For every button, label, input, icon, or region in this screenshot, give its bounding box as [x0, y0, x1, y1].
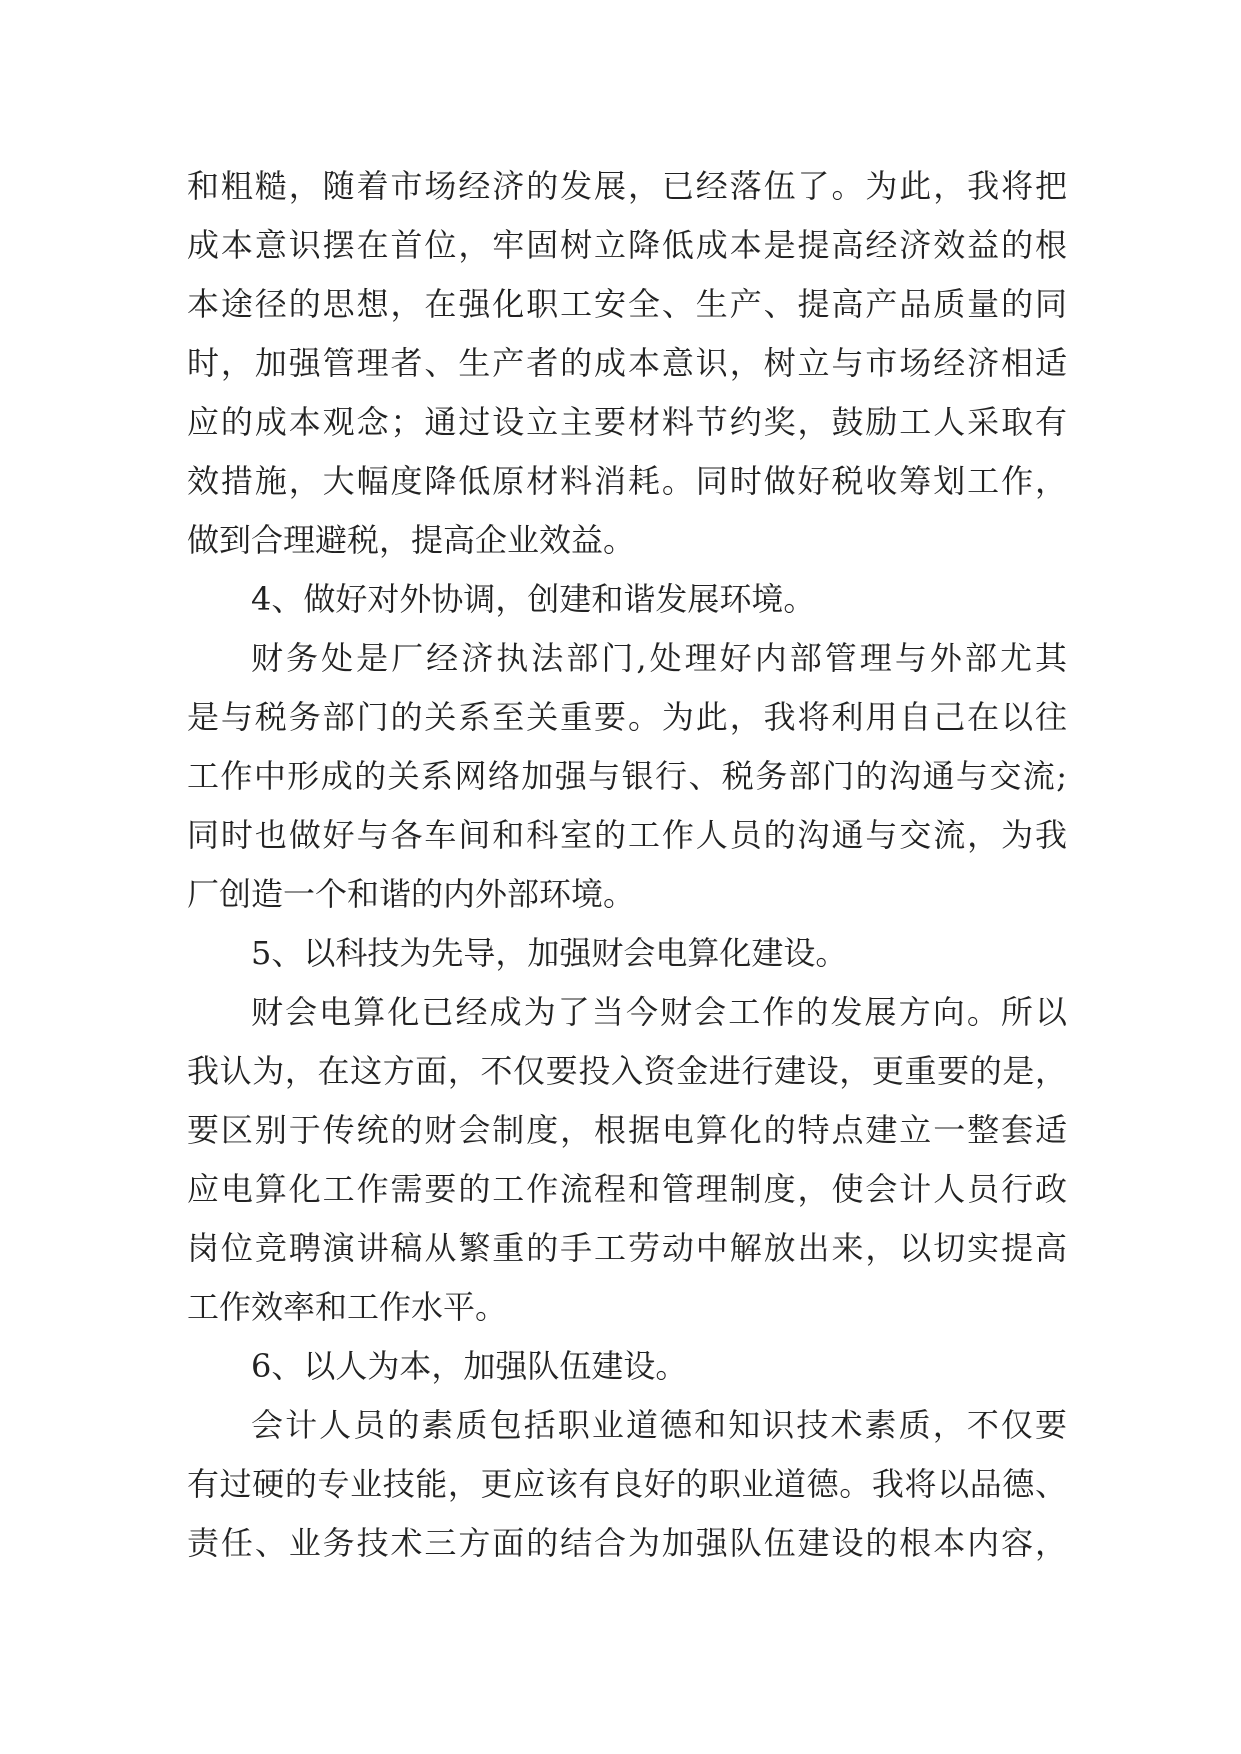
text-line: 应的成本观念；通过设立主要材料节约奖，鼓励工人采取有: [187, 403, 1067, 441]
text-line: 时，加强管理者、生产者的成本意识，树立与市场经济相适: [187, 344, 1067, 382]
text-line: 工作中形成的关系网络加强与银行、税务部门的沟通与交流;: [187, 757, 1067, 795]
text-line: 财务处是厂经济执法部门,处理好内部管理与外部尤其: [251, 639, 1067, 677]
text-line: 责任、业务技术三方面的结合为加强队伍建设的根本内容，: [187, 1524, 1067, 1562]
text-line: 应电算化工作需要的工作流程和管理制度，使会计人员行政: [187, 1170, 1067, 1208]
text-line: 我认为，在这方面，不仅要投入资金进行建设，更重要的是，: [187, 1052, 1067, 1090]
section-heading: 4、做好对外协调，创建和谐发展环境。: [251, 580, 816, 618]
text-line: 岗位竞聘演讲稿从繁重的手工劳动中解放出来，以切实提高: [187, 1229, 1067, 1267]
text-line: 工作效率和工作水平。: [187, 1288, 508, 1326]
text-line: 厂创造一个和谐的内外部环境。: [187, 875, 636, 913]
text-line: 做到合理避税，提高企业效益。: [187, 521, 636, 559]
text-line: 成本意识摆在首位，牢固树立降低成本是提高经济效益的根: [187, 226, 1067, 264]
text-line: 财会电算化已经成为了当今财会工作的发展方向。所以: [251, 993, 1067, 1031]
text-line: 同时也做好与各车间和科室的工作人员的沟通与交流，为我: [187, 816, 1067, 854]
section-heading: 6、以人为本，加强队伍建设。: [251, 1347, 688, 1385]
text-line: 会计人员的素质包括职业道德和知识技术素质，不仅要: [251, 1406, 1067, 1444]
text-line: 效措施，大幅度降低原材料消耗。同时做好税收筹划工作，: [187, 462, 1067, 500]
text-line: 要区别于传统的财会制度，根据电算化的特点建立一整套适: [187, 1111, 1067, 1149]
text-line: 是与税务部门的关系至关重要。为此，我将利用自己在以往: [187, 698, 1067, 736]
text-line: 有过硬的专业技能，更应该有良好的职业道德。我将以品德、: [187, 1465, 1067, 1503]
section-heading: 5、以科技为先导，加强财会电算化建设。: [251, 934, 848, 972]
body-text: [187, 157, 1067, 1573]
text-line: 和粗糙，随着市场经济的发展，已经落伍了。为此，我将把: [187, 167, 1067, 205]
text-line: 本途径的思想，在强化职工安全、生产、提高产品质量的同: [187, 285, 1067, 323]
